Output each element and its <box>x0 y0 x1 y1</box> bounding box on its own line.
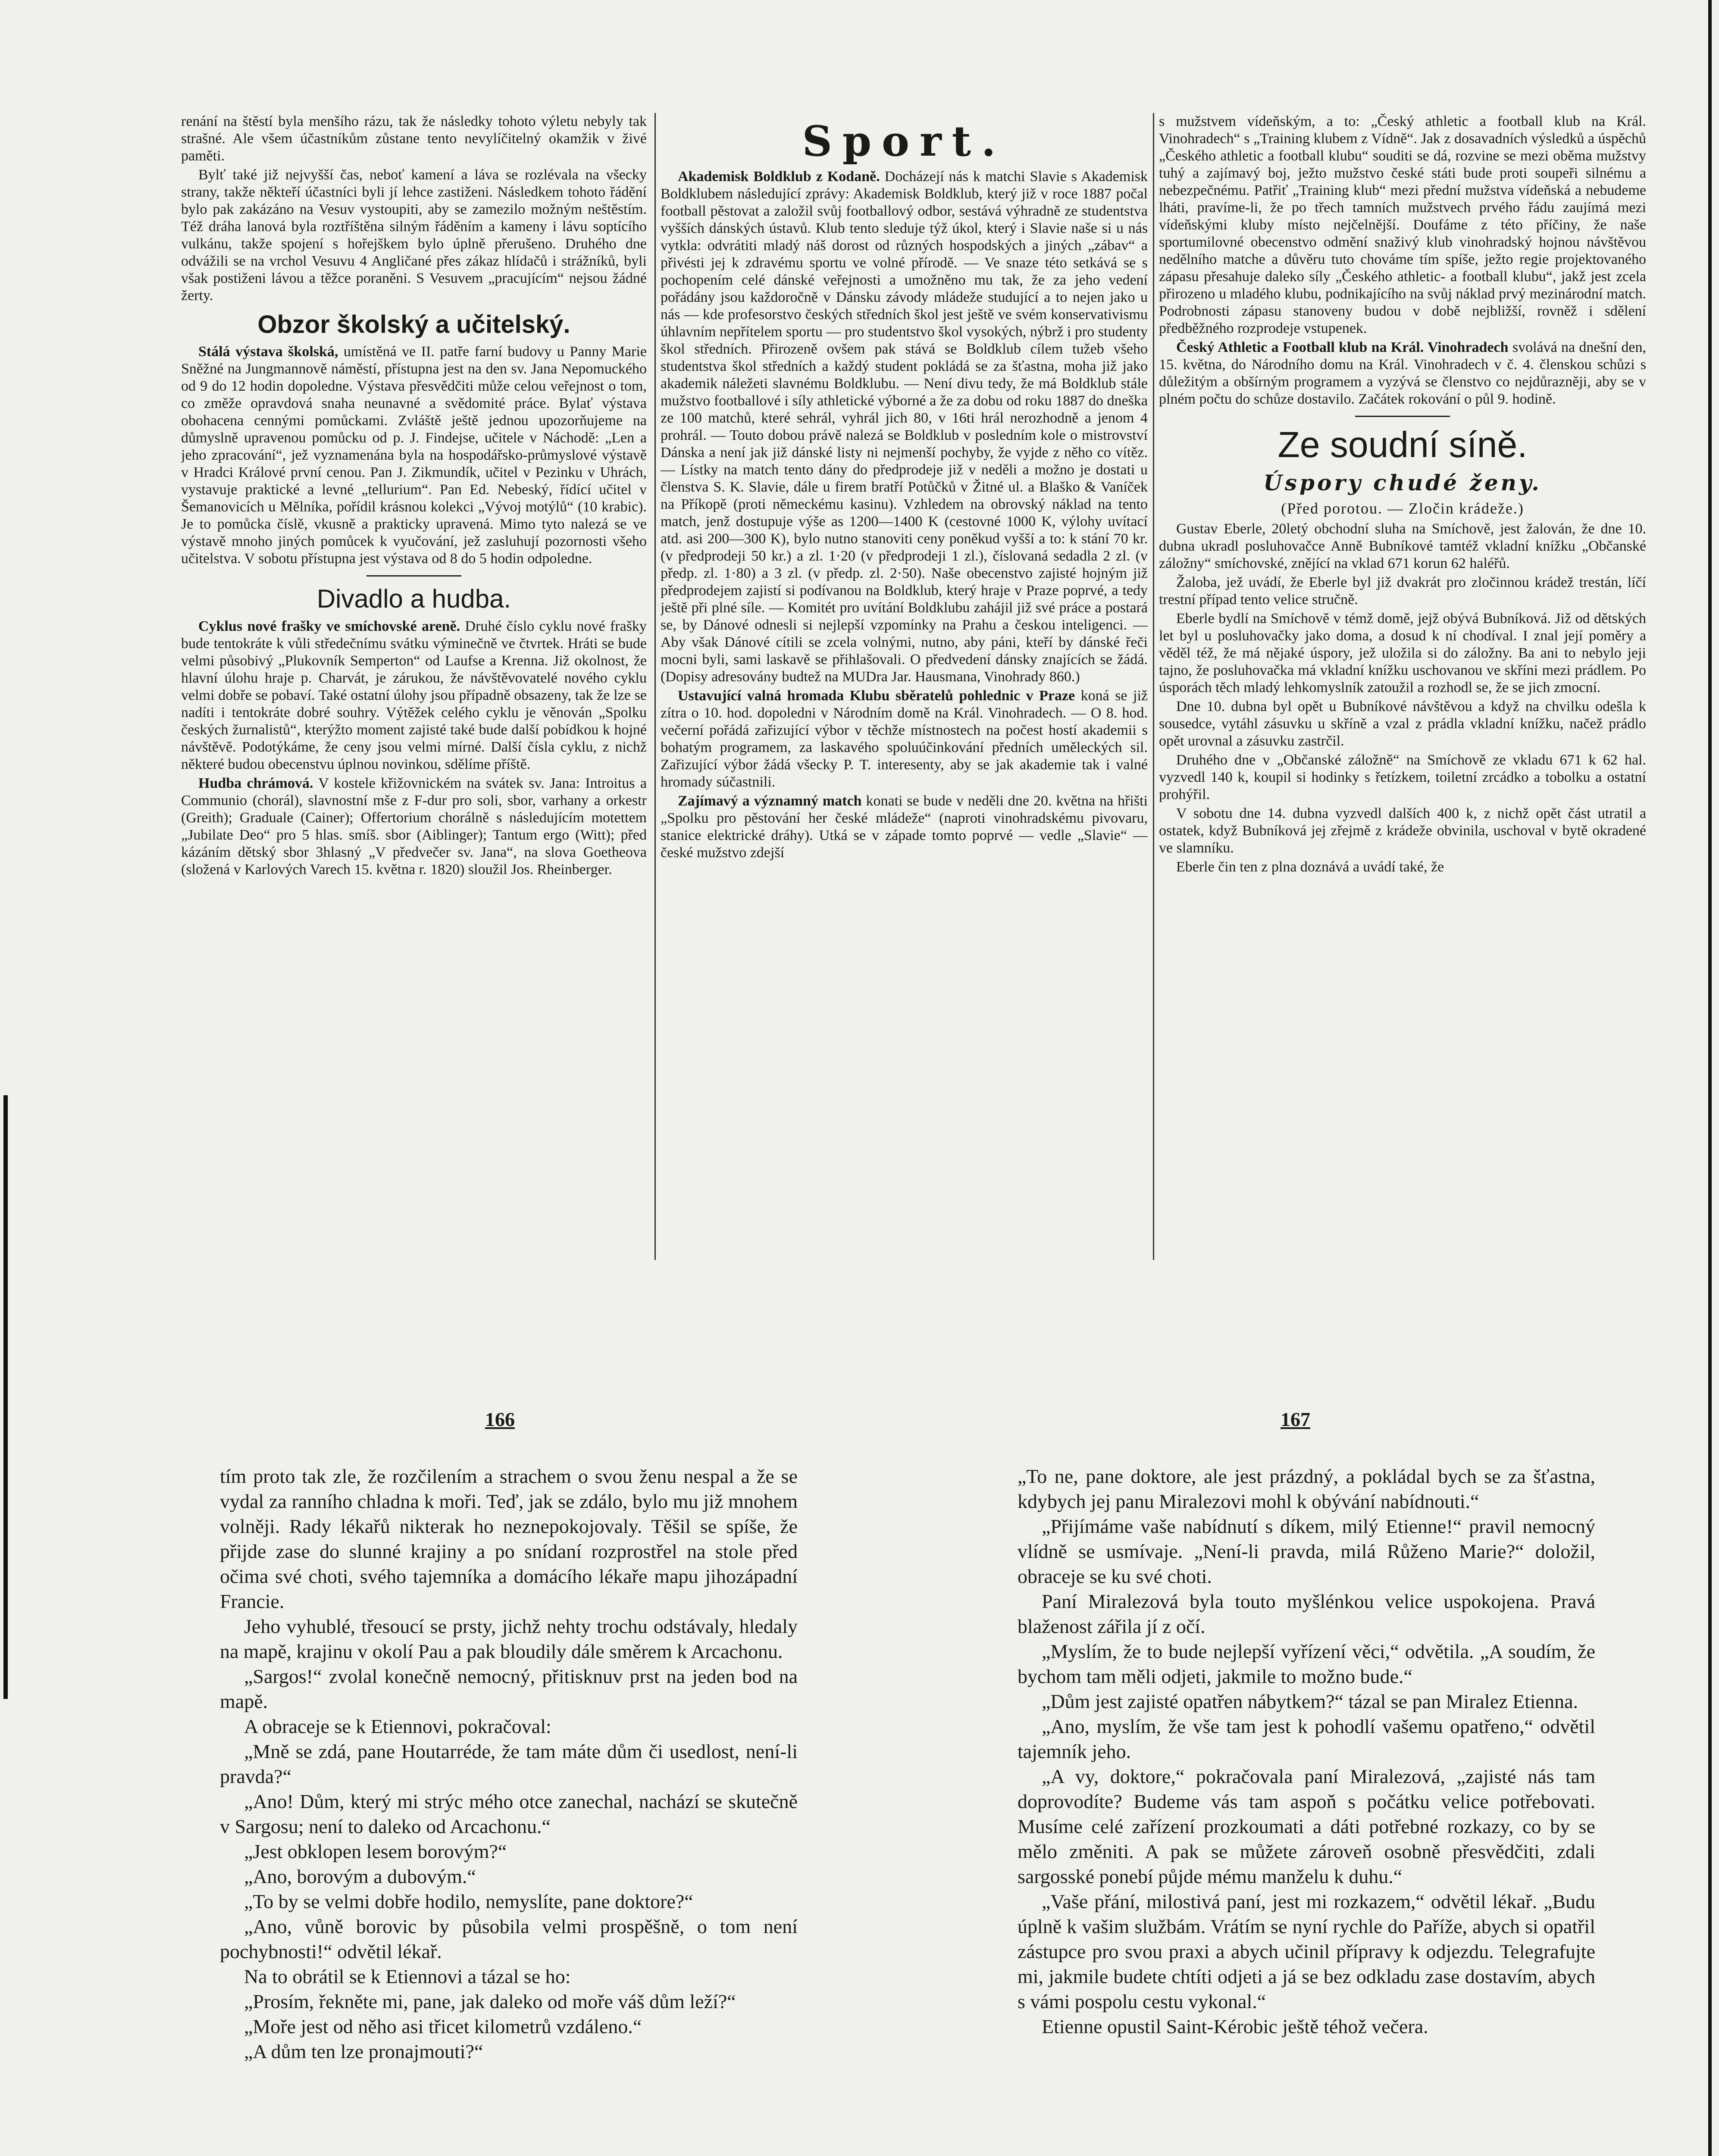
novel-right-paragraph: Paní Miralezová byla touto myšlénkou velice uspokojena. Pravá blaženost zářila jí z očí. <box>1018 1590 1595 1637</box>
section-title-divadlo: Divadlo a hudba. <box>316 584 511 613</box>
zajimavy-text: konati se bude v neděli dne 20. května na hřišti „Spolku pro pěstování her české mládeže“ (naproti vinohradskému pivovaru, stanice elektrické dráhy). Utká se v západe tomto poprvé — vedle „Slavie“ — české mužstvo zdejší <box>661 793 1148 861</box>
novel-right-paragraph: „A vy, doktore,“ pokračovala paní Miralezová, „zajisté nás tam doprovodíte? Budeme vás tam aspoň s počátku velice potřebovati. Musíme celé zařízení prozkoumati a dáti potřebné rozkazy, co by se mělo změniti. A pak se můžete zároveň osobně přesvědčiti, zdali sargosské ponebí půjde mému manželu k duhu.“ <box>1018 1765 1595 1887</box>
article-title-uspory: Úspory chudé ženy. <box>1263 470 1542 495</box>
section-title-soudni-sin: Ze soudní síně. <box>1278 424 1528 465</box>
novel-left-paragraph: A obraceje se k Etiennovi, pokračoval: <box>244 1715 551 1737</box>
cesky-athletic-text: svolává na dnešní den, 15. května, do Národního domu na Král. Vinohradech v č. 4. členskou schůzi s důležitým a obšírným programem a vyzývá se členstvo co nejdůrazněji, aby se v plném počtu do schůze dostavilo. Začátek rokování o půl 9. hodině. <box>1159 339 1646 407</box>
zajimavy-lead: Zajímavý a významný match <box>678 793 862 809</box>
novel-left-paragraph: „Prosím, řekněte mi, pane, jak daleko od moře váš dům leží?“ <box>244 1990 736 2012</box>
novel-page-right <box>1018 1464 1595 2156</box>
column-divider-2 <box>1153 113 1154 1260</box>
akademisk-text: Docházejí nás k matchi Slavie s Akademisk Boldklubem následující zprávy: Akademisk Boldklub, který již v roce 1887 počal football pěstovat a založil svůj footballový odbor, sestává výhradně ze studentstva vyšších dánských ústavů. Klub tento sleduje týž úkol, který i Slavie naše si u nás vytkla: odvrátiti mladý náš dorost od různých hospodských a jiných „zábav“ a přivésti jej k zdravému sportu ve volné přírodě. — Ve snaze této setkává se s pochopením celé dánské veřejnosti a umožněno mu tak, že za jeho vedení pořádány jsou každoročně v Dánsku závody mládeže studující a to nejen jako u nás — kde profesorstvo českých středních škol jest ještě ve svém konservativismu úhlavním nepřítelem sportu — pro studentstvo škol vysokých, nýbrž i pro studenty škol středních. Přirozeně ovšem pak stává se Boldklub cílem tužeb všeho studentstva škol středních a každý student pokládá se za šťastna, moha již jako akademik náležeti slavnému Boldklubu. — Není divu tedy, že má Boldklub stále mužstvo footballové i síly athletické výborné a že za dobu od roku 1887 do dneška ze 100 matchů, které sehrál, vyhrál jich 80, v 16ti hrál nerozhodně a jenom 4 prohrál. — Touto dobou právě nalezá se Boldklub v posledním kole o mistrovství Dánska a není jak již dánské listy ni nejmenší pochyby, že vyjde z něho co vítěz. — Lístky na match tento dány do předprodeje již v neděli a možno je dostati u členstva S. K. Slavie, dále u firem bratří Potůčků v Žitné ul. a Blaško & Vaníček na Příkopě (proti německému kasinu). Vzhledem na obrovský náklad na tento match, jenž dostupuje výše as 1200—1400 K (cestovné 1000 K, výlohy uvítací atd. asi 200—300 K), bylo nutno stanoviti ceny poněkud vyšší a to: k stání 70 kr. (v předprodeji 50 kr.) a zl. 1·20 (v předprodeji 1 zl.), číslovaná sedadla 2 zl. (v předp. zl. 1·80) a 3 zl. (v předp. zl. 2·50). Naše obecenstvo zajisté hojným již předprodejem zajistí si podívanou na Boldklub, který hraje v Praze poprvé, a tedy ještě při plné síle. — Komitét pro uvítání Boldklubu zahájil již své práce a postará se, by Dánové odnesli si nejlepší vzpomínky na Prahu a českou inteligenci. — Aby však Dánové cítili se zcela volnými, nutno, aby páni, kteří by dánské řeči mocni byli, sami laskavě se přihlašovali. O předvedení dánsky znajících se žádá. (Dopisy adresovány budtež na MUDra Jar. Hausmana, Vinohrady 860.) <box>661 169 1148 685</box>
novel-left-paragraph: Jeho vyhublé, třesoucí se prsty, jichž nehty trochu odstávaly, hledaly na mapě, krajinu v okolí Pau a pak bloudily dále směrem k Arcachonu. <box>220 1615 798 1662</box>
novel-left-paragraph: tím proto tak zle, že rozčilením a strachem o svou ženu nespal a že se vydal za ranního chladna k moři. Teď, jak se zdálo, bylo mu již mnohem volněji. Rady lékařů nikterak ho neznepokojovaly. Těšil se spíše, že přijde zase do slunné krajiny a po snídaní rozprostřel na stole před očima své choti, svého tajemníka a domácího lékaře mapu jihozápadní Francie. <box>220 1465 798 1612</box>
ustavujici-lead: Ustavující valná hromada Klubu sběratelů pohlednic v Praze <box>678 688 1075 704</box>
novel-left-paragraph: „A dům ten lze pronajmouti?“ <box>244 2040 483 2062</box>
cesky-athletic-paragraph <box>1159 339 1646 408</box>
court-paragraph-6: V sobotu dne 14. dubna vyzvedl dalších 400 k, z nichž opět část utratil a ostatek, když Bubníková jej zřejmě z krádeže obvinila, uschoval v bytě okradené ve slamníku. <box>1159 805 1646 856</box>
akademisk-lead: Akademisk Boldklub z Kodaně. <box>678 169 880 185</box>
novel-right-paragraph: „Ano, myslím, že vše tam jest k pohodlí vašemu opatřeno,“ odvětil tajemník jeho. <box>1018 1715 1595 1762</box>
newspaper-column-right <box>1159 113 1646 1260</box>
vesuv-paragraph-2: Bylť také již nejvyšší čas, neboť kamení a láva se rozlévala na všecky strany, takže někteří účastníci byli jí lehce zastiženi. Následkem tohoto řádění bylo pak zakázáno na Vesuv vystoupiti, aby se zamezilo možným neštěstím. Též dráha lanová byla roztříštěna silným řáděním a kameny i lávu soptícího vulkánu, takže spojení s hořejškem bylo úplně přerušeno. Druhého dne odvážili se na vrchol Vesuvu 4 Angličané přes zákaz hlídačů i strážníků, byli však postiženi lávou a těžce poraněni. S Vesuvem „pracujícím“ nejsou žádné žerty. <box>181 167 647 304</box>
newspaper-column-middle <box>661 113 1148 1260</box>
novel-left-paragraph: „Moře jest od něho asi třicet kilometrů vzdáleno.“ <box>244 2015 642 2037</box>
obzor-lead: Stálá výstava školská, <box>198 344 338 360</box>
newspaper-column-left <box>181 113 647 1208</box>
novel-right-paragraph: „Přijímáme vaše nabídnutí s díkem, milý Etienne!“ pravil nemocný vlídně se usmívaje. „Není-li pravda, milá Růženo Marie?“ doložil, obraceje se ku své choti. <box>1018 1515 1595 1587</box>
novel-left-paragraph: „Sargos!“ zvolal konečně nemocný, přitisknuv prst na jeden bod na mapě. <box>220 1665 798 1712</box>
section-title-sport: Sport. <box>802 117 1006 166</box>
court-paragraph-5: Druhého dne v „Občanské záložně“ na Smíchově ze vkladu 671 k 62 hal. vyzvedl 140 k, koupil si hodinky s řetízkem, toiletní zrcádko a tobolku a ostatní prohýřil. <box>1159 752 1646 802</box>
novel-right-paragraph: „Vaše přání, milostivá paní, jest mi rozkazem,“ odvětil lékař. „Budu úplně k vašim službám. Vrátím se nyní rychle do Paříže, abych si opatřil zástupce pro svou praxi a abych učinil přípravy k odjezdu. Telegrafujte mi, jakmile budete chtíti odjeti a já se bez odkladu zase dostavím, abych s vámi pospolu cestu vykonal.“ <box>1018 1890 1595 2012</box>
obzor-paragraph <box>181 343 647 567</box>
scan-edge-left <box>3 1095 8 1699</box>
novel-left-paragraph: „To by se velmi dobře hodilo, nemyslíte, pane doktore?“ <box>244 1890 693 1912</box>
court-paragraph-1: Gustav Eberle, 20letý obchodní sluha na Smíchově, jest žalován, že dne 10. dubna ukradl posluhovačce Anně Bubníkové tamtéž vkladní knížku „Občanské záložny“ smíchovské, znějící na vklad 671 korun 62 haléřů. <box>1159 521 1646 571</box>
novel-left-paragraph: „Mně se zdá, pane Houtarréde, že tam máte dům či usedlost, není-li pravda?“ <box>220 1740 798 1787</box>
article-subtitle-porota: (Před porotou. — Zločin krádeže.) <box>1281 500 1524 517</box>
column-divider-1 <box>654 113 656 1260</box>
cyklus-lead: Cyklus nové frašky ve smíchovské areně. <box>198 618 460 634</box>
novel-left-paragraph: „Jest obklopen lesem borovým?“ <box>244 1840 507 1862</box>
novel-left-paragraph: „Ano, vůně borovic by působila velmi prospěšně, o tom není pochybnosti!“ odvětil lékař. <box>220 1915 798 1962</box>
section-title-obzor: Obzor školský a učitelský. <box>257 310 570 338</box>
zajimavy-paragraph <box>661 793 1148 862</box>
novel-page-left <box>220 1464 798 2156</box>
novel-right-paragraph: „Myslím, že to bude nejlepší vyřízení věci,“ odvětila. „A soudím, že bychom tam měli odjeti, jakmile to možno bude.“ <box>1018 1640 1595 1687</box>
vinohrady-paragraph: s mužstvem vídeňským, a to: „Český athletic a football klub na Král. Vinohradech“ s „Training klubem z Vídně“. Jak z dosavadních výsledků a úspěchů „Českého athletic a football klubu“ souditi se dá, rozvine se mezi oběma mužstvy tuhý a zajímavý boj, ježto mužstvo české státi bude proti soupeři silnému a nebezpečnému. Patřiť „Training klub“ mezi přední mužstva vídeňská a nebudeme lháti, pravíme-li, že po třech tamních mužstvech prvého řádu zaujímá mezi vídeňskými kluby místo nejčelnější. Doufáme z této příčiny, že naše sportumilovné obecenstvo odmění snaživý klub vinohradský hojnou návštěvou nedělního matche a důvěru tuto chováme tím spíše, ježto regie projektovaného zápasu přesahuje daleko síly „Českého athletic- a football klubu“, jakž jest zcela přirozeno u mladého klubu, podnikajícího na svůj náklad prvý mezinárodní match. Podrobnosti zápasu stanoveny budou v době nejbližší, rovněž i sdělení předběžného rozprodeje vstupenek. <box>1159 113 1646 336</box>
novel-left-paragraph: „Ano, borovým a dubovým.“ <box>244 1865 476 1887</box>
cyklus-text: Druhé číslo cyklu nové frašky bude tentokráte k vůli středečnímu svátku výminečně ve čtvrtek. Hráti se bude velmi působivý „Plukovník Semperton“ od Laufse a Krenna. Již okolnost, že hlavní úlohu hraje p. Charvát, je zárukou, že návštěvovatelé nového cyklu velmi dobře se pobaví. Také ostatní úlohy jsou případně obsazeny, tak že lze se nadíti i tentokráte dobré souhry. Výtěžek celého cyklu je věnován „Spolku českých žurnalistů“, kterýžto moment zajisté také bude další pobídkou k hojné návštěvě. Podotýkáme, že ceny jsou velmi mírné. Další čísla cyklu, z nichž některé budou obecenstvu úplnou novinkou, sdělíme příště. <box>181 618 647 772</box>
court-paragraph-7: Eberle čin ten z plna doznává a uvádí také, že <box>1176 859 1444 875</box>
hudba-paragraph <box>181 775 647 878</box>
novel-right-paragraph: Etienne opustil Saint-Kérobic ještě téhož večera. <box>1042 2015 1428 2037</box>
court-paragraph-4: Dne 10. dubna byl opět u Bubníkové návštěvou a když na chvilku odešla k sousedce, vytáhl zásuvku u skříně a vzal z prádla vkladní knížku, načež prádlo opět urovnal a zásuvku zastrčil. <box>1159 699 1646 749</box>
page-number-right: 167 <box>1281 1408 1310 1430</box>
novel-right-paragraph: „Dům jest zajisté opatřen nábytkem?“ tázal se pan Miralez Etienna. <box>1042 1690 1578 1712</box>
court-paragraph-2: Žaloba, jež uvádí, že Eberle byl již dvakrát pro zločinnou krádež trestán, líčí trestní případ tento velice stručně. <box>1159 574 1646 608</box>
ustavujici-text: koná se již zítra o 10. hod. dopoledni v Národním domě na Král. Vinohradech. — O 8. hod. večerní pořádá zařizující výbor v těchže místnostech na počest hostí akademii s bohatým programem, za laskavého spoluúčinkování předních uměleckých sil. Zařizující výbor žádá všecky P. T. interesenty, aby se jak akademie tak i valné hromady súčastnili. <box>661 688 1148 790</box>
page-number-left: 166 <box>485 1408 515 1430</box>
section-rule-right <box>1355 416 1450 417</box>
cyklus-paragraph <box>181 618 647 773</box>
akademisk-paragraph <box>661 168 1148 686</box>
court-paragraph-3: Eberle bydlí na Smíchově v témž domě, jejž obývá Bubníková. Již od dětských let byl u posluhovačky jako doma, a dosud k ní chodíval. I znal její poměry a věděl též, že má nějaké úspory, jež uložila si do záložny. Ba ani to nebylo jeji tajno, že posluhovačka má vkladní knížku uschovanou ve skříni mezi prádlem. Po úsporách těch mladý lehkomyslník zatoužil a rozhodl se, že se jich zmocní. <box>1159 611 1646 696</box>
obzor-text: umístěná ve II. patře farní budovy u Panny Marie Sněžné na Jungmannově náměstí, přístupna jest na den sv. Jana Nepomuckého od 9 do 12 hodin dopoledne. Výstava přesvědčiti může celou veřejnost o tom, co změže opravdová snaha neunavné a svědomité práce. Bylať výstava obohacena cennými pomůckami. Zvláště ještě jednou upozorňujeme na důmyslně upravenou pomůcku od p. J. Findejse, učitele v Náchodě: „Len a jeho zpracování“, jež vyznamenána byla na hospodářsko-průmyslové výstavě v Hradci Králové první cenou. Pan J. Zikmundík, učitel v Pezinku v Uhrách, vystavuje praktické a levné „tellurium“. Pan Ed. Nebeský, řídící učitel v Šemanovicích u Mělníka, pořídil krásnou kolekci „Vývoj motýlů“ (10 krabic). Je to pomůcka číslě, vkusně a prakticky upravená. Mimo tyto nalezá se ve výstavě mnoho jiných pomůcek k vyučování, jež zasluhují pozornosti všeho učitelstva. V sobotu přístupna jest výstava od 8 do 5 hodin odpoledne. <box>181 344 647 567</box>
novel-left-paragraph: „Ano! Dům, který mi strýc mého otce zanechal, nachází se skutečně v Sargosu; není to daleko od Arcachonu.“ <box>220 1790 798 1837</box>
vesuv-paragraph-1: renání na štěstí byla menšího rázu, tak že následky tohoto výletu nebyly tak strašné. Ale všem účastníkům zůstane tento nevylíčitelný okamžik v živé paměti. <box>181 113 647 164</box>
novel-left-paragraph: Na to obrátil se k Etiennovi a tázal se ho: <box>244 1965 571 1987</box>
section-rule <box>366 575 461 577</box>
novel-right-paragraph: „To ne, pane doktore, ale jest prázdný, a pokládal bych se za šťastna, kdybych jej panu Miralezovi mohl k obývání nabídnouti.“ <box>1018 1465 1595 1512</box>
ustavujici-paragraph <box>661 687 1148 791</box>
hudba-text: V kostele křižovnickém na svátek sv. Jana: Introitus a Communio (chorál), slavnostní mše z F-dur pro soli, sbor, varhany a orkestr (Greith); Graduale (Cainer); Offertorium chorálně s následujícím motettem „Jubilate Deo“ pro 5 hlas. smíš. sbor (Aiblinger); Tantum ergo (Witt); před kázáním dětský sbor 3hlasný „V předvečer sv. Jana“, na slova Goetheova (složená v Karlových Varech 15. května r. 1820) sloužil Jos. Rheinberger. <box>181 775 647 877</box>
hudba-lead: Hudba chrámová. <box>198 775 313 791</box>
cesky-athletic-lead: Český Athletic a Football klub na Král. Vinohradech <box>1176 339 1509 355</box>
scan-edge-right <box>1708 0 1712 2156</box>
